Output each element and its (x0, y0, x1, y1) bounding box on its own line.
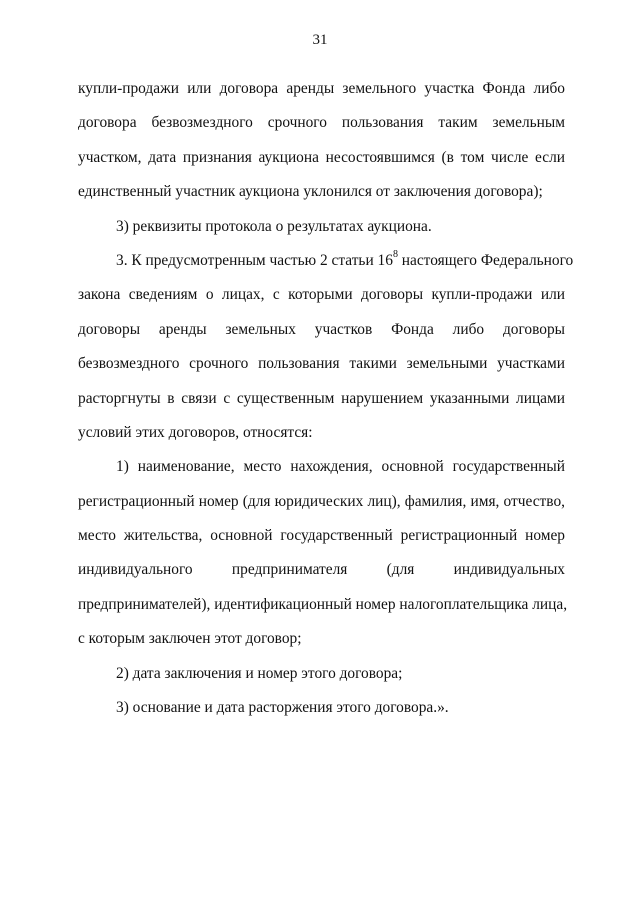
text-line: условий этих договоров, относятся: (78, 423, 313, 441)
text-line: предпринимателей), идентификационный номер налогоплательщика лица, (78, 595, 568, 613)
text-line: 1) наименование, место нахождения, основной государственный (116, 458, 565, 476)
document-body (78, 72, 574, 725)
text-line: участком, дата признания аукциона несостоявшимся (в том числе если (78, 148, 565, 166)
text-line: место жительства, основной государственный регистрационный номер (78, 527, 565, 545)
text-line: договоры аренды земельных участков Фонда либо договоры (78, 320, 565, 338)
superscript: 8 (392, 248, 398, 260)
text-line: 3) основание и дата расторжения этого договора.». (116, 699, 449, 717)
text-line: индивидуального предпринимателя (для индивидуальных (78, 561, 565, 579)
text-line: регистрационный номер (для юридических лиц), фамилия, имя, отчество, (78, 492, 565, 510)
text-line (78, 244, 574, 278)
text-fragment: 3. К предусмотренным частью 2 статьи 16 (116, 251, 393, 269)
text-line: купли-продажи или договора аренды земельного участка Фонда либо (78, 80, 565, 97)
text-line: договора безвозмездного срочного пользования таким земельным (78, 114, 565, 132)
text-line: безвозмездного срочного пользования такими земельными участками (78, 355, 565, 373)
text-line: единственный участник аукциона уклонился от заключения договора); (78, 183, 543, 201)
text-line: расторгнуты в связи с существенным нарушением указанными лицами (78, 389, 565, 407)
text-line: 3) реквизиты протокола о результатах аукциона. (116, 217, 432, 235)
text-line: с которым заключен этот договор; (78, 630, 302, 648)
text-line: закона сведениям о лицах, с которыми договоры купли-продажи или (78, 286, 565, 304)
text-fragment: настоящего Федерального (397, 251, 574, 269)
page-number: 31 (312, 32, 328, 48)
text-line: 2) дата заключения и номер этого договора; (116, 664, 403, 682)
